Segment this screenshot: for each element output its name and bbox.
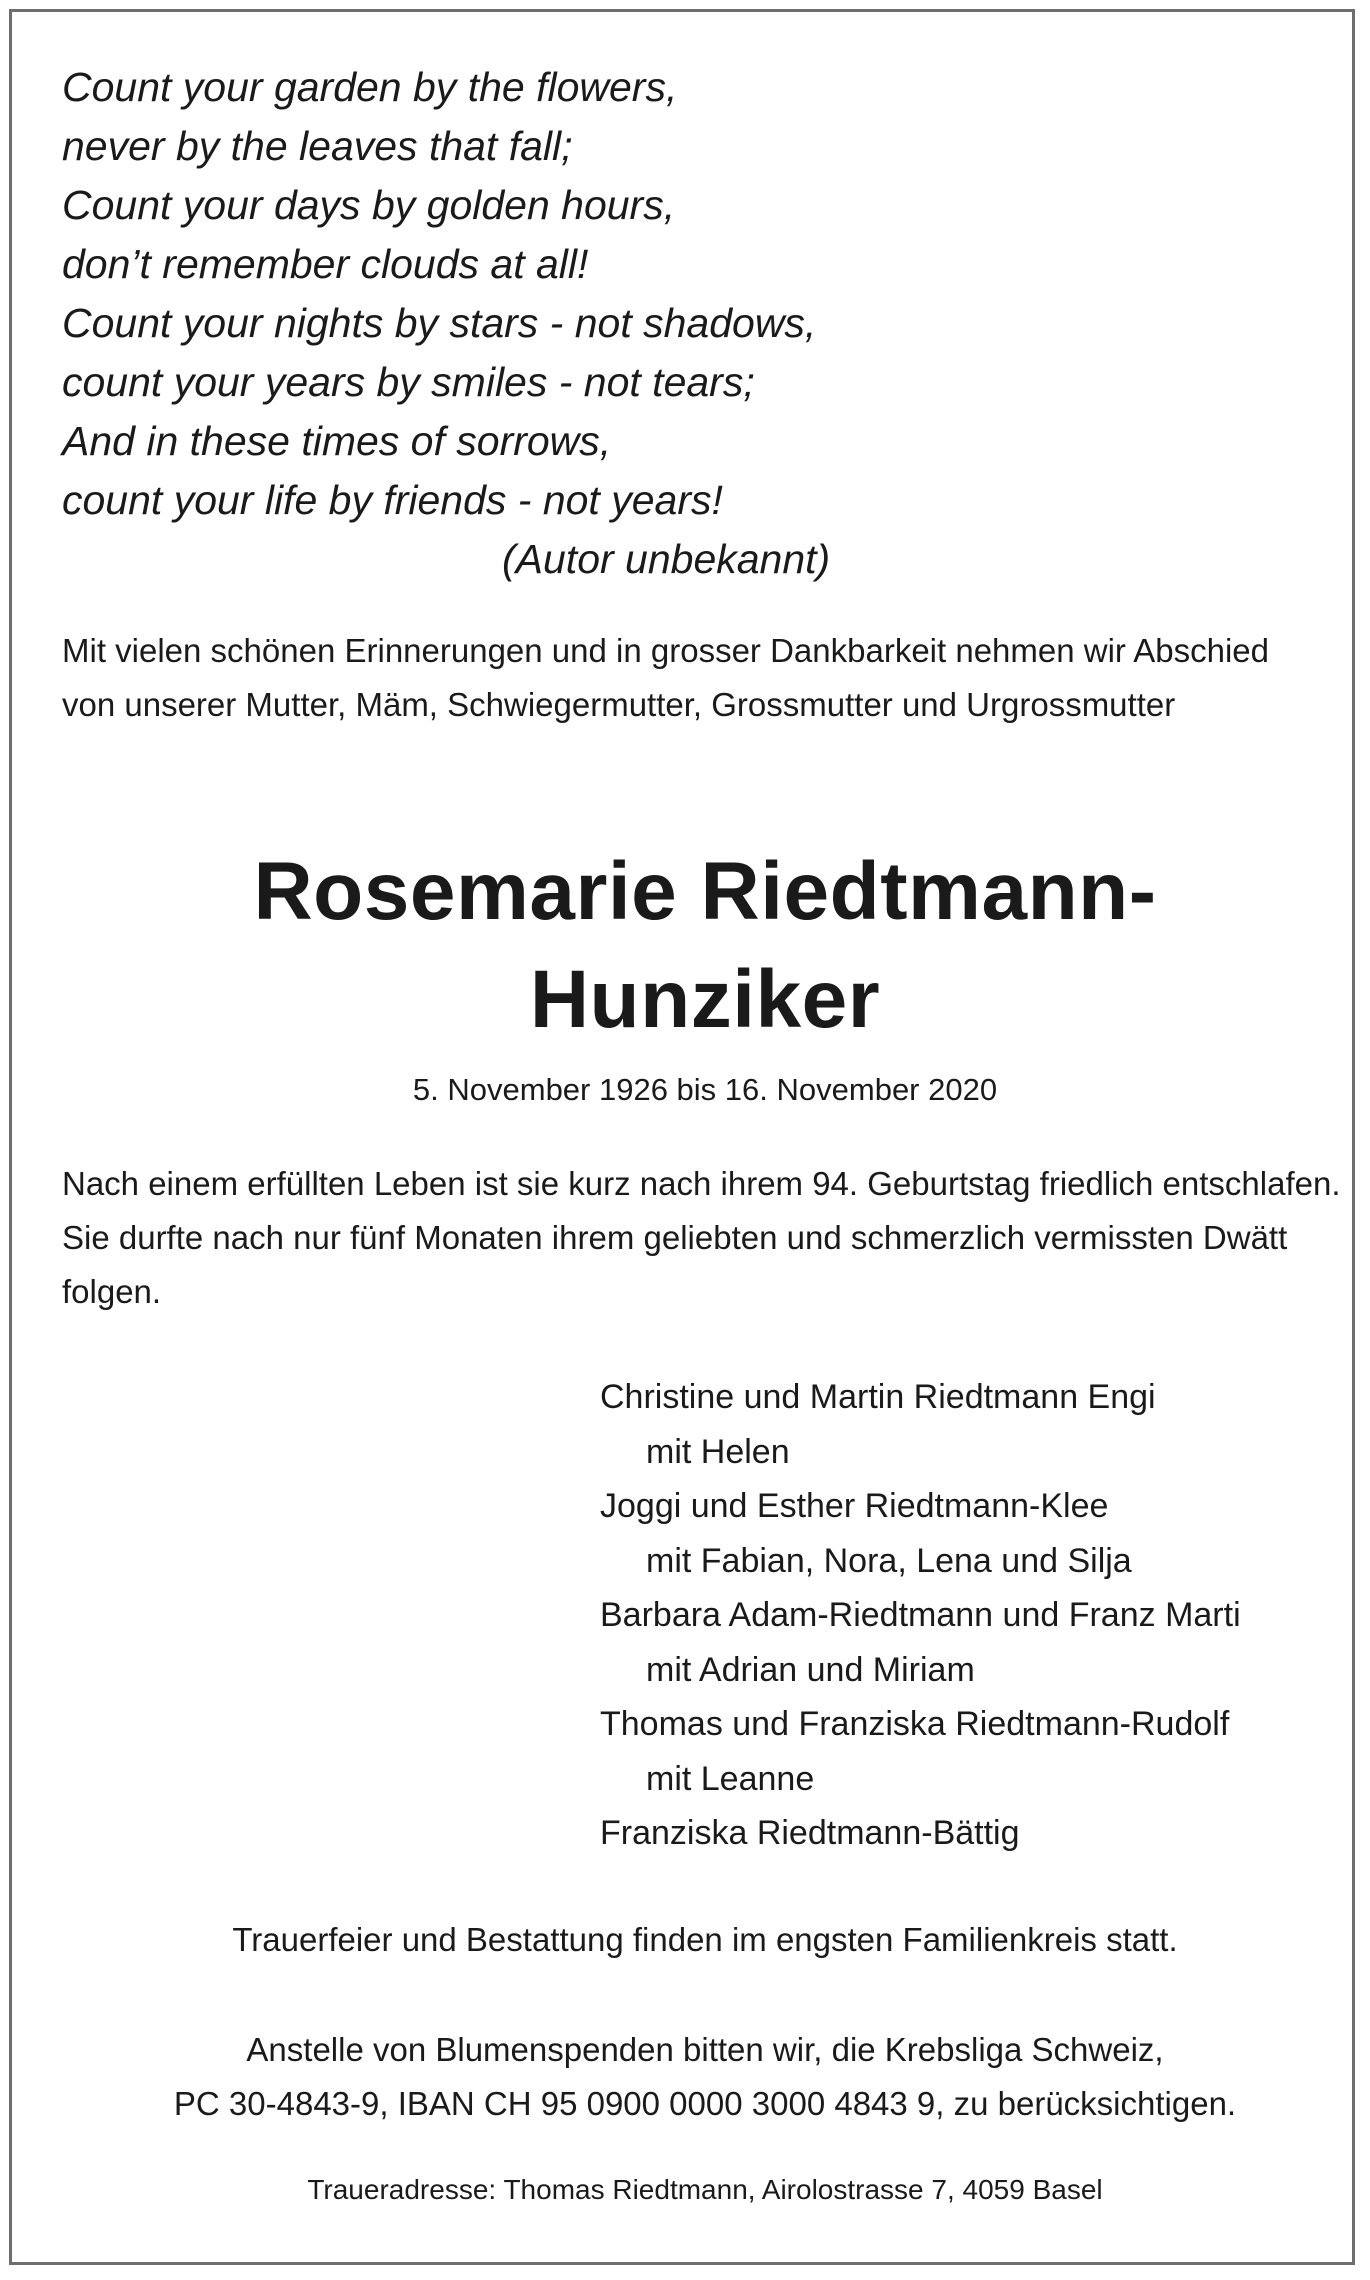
poem-line: Count your nights by stars - not shadows, xyxy=(62,300,817,346)
deceased-name-line-1: Rosemarie Riedtmann- xyxy=(253,846,1157,937)
deceased-name-line-2: Hunziker xyxy=(529,954,881,1045)
life-dates: 5. November 1926 bis 16. November 2020 xyxy=(412,1072,998,1107)
poem-line: count your life by friends - not years! xyxy=(62,477,723,523)
family-member: Barbara Adam-Riedtmann und Franz Marti xyxy=(600,1596,1241,1634)
family-member: Joggi und Esther Riedtmann-Klee xyxy=(600,1487,1109,1525)
family-children: mit Leanne xyxy=(646,1759,815,1798)
poem-line: never by the leaves that fall; xyxy=(62,123,573,169)
intro-text: Mit vielen schönen Erinnerungen und in grosser Dankbarkeit nehmen wir Abschied von unserer Mutter, Mäm, Schwiegermutter, Grossmutter und Urgrossmutter xyxy=(62,632,1270,723)
poem-author: (Autor unbekannt) xyxy=(502,536,831,582)
family-children: mit Helen xyxy=(646,1432,790,1471)
poem-line: Count your days by golden hours, xyxy=(62,182,676,228)
family-member: Thomas und Franziska Riedtmann-Rudolf xyxy=(600,1705,1230,1743)
donation-note xyxy=(0,2023,1370,2131)
family-children: mit Fabian, Nora, Lena und Silja xyxy=(646,1541,1132,1580)
family-member: Christine und Martin Riedtmann Engi xyxy=(600,1378,1156,1416)
ceremony-note: Trauerfeier und Bestattung finden im engsten Familienkreis statt. xyxy=(232,1921,1178,1958)
family-list xyxy=(600,1370,1320,1861)
family-member: Franziska Riedtmann-Bättig xyxy=(600,1814,1020,1852)
poem-line: count your years by smiles - not tears; xyxy=(62,359,755,405)
poem-line: And in these times of sorrows, xyxy=(62,418,612,464)
poem xyxy=(62,58,962,589)
poem-line: don’t remember clouds at all! xyxy=(62,241,589,287)
deceased-name xyxy=(0,838,1370,1054)
donation-line-1: Anstelle von Blumenspenden bitten wir, die Krebsliga Schweiz, xyxy=(246,2031,1164,2068)
mourning-address: Traueradresse: Thomas Riedtmann, Airolostrasse 7, 4059 Basel xyxy=(307,2174,1103,2205)
family-children: mit Adrian und Miriam xyxy=(646,1650,975,1689)
poem-line: Count your garden by the flowers, xyxy=(62,64,678,110)
bio-text: Nach einem erfüllten Leben ist sie kurz nach ihrem 94. Geburtstag friedlich entschlafen. Sie durfte nach nur fünf Monaten ihrem geliebten und schmerzlich vermissten Dwätt folgen. xyxy=(62,1165,1341,1310)
donation-line-2: PC 30-4843-9, IBAN CH 95 0900 0000 3000 4843 9, zu berücksichtigen. xyxy=(173,2085,1237,2122)
